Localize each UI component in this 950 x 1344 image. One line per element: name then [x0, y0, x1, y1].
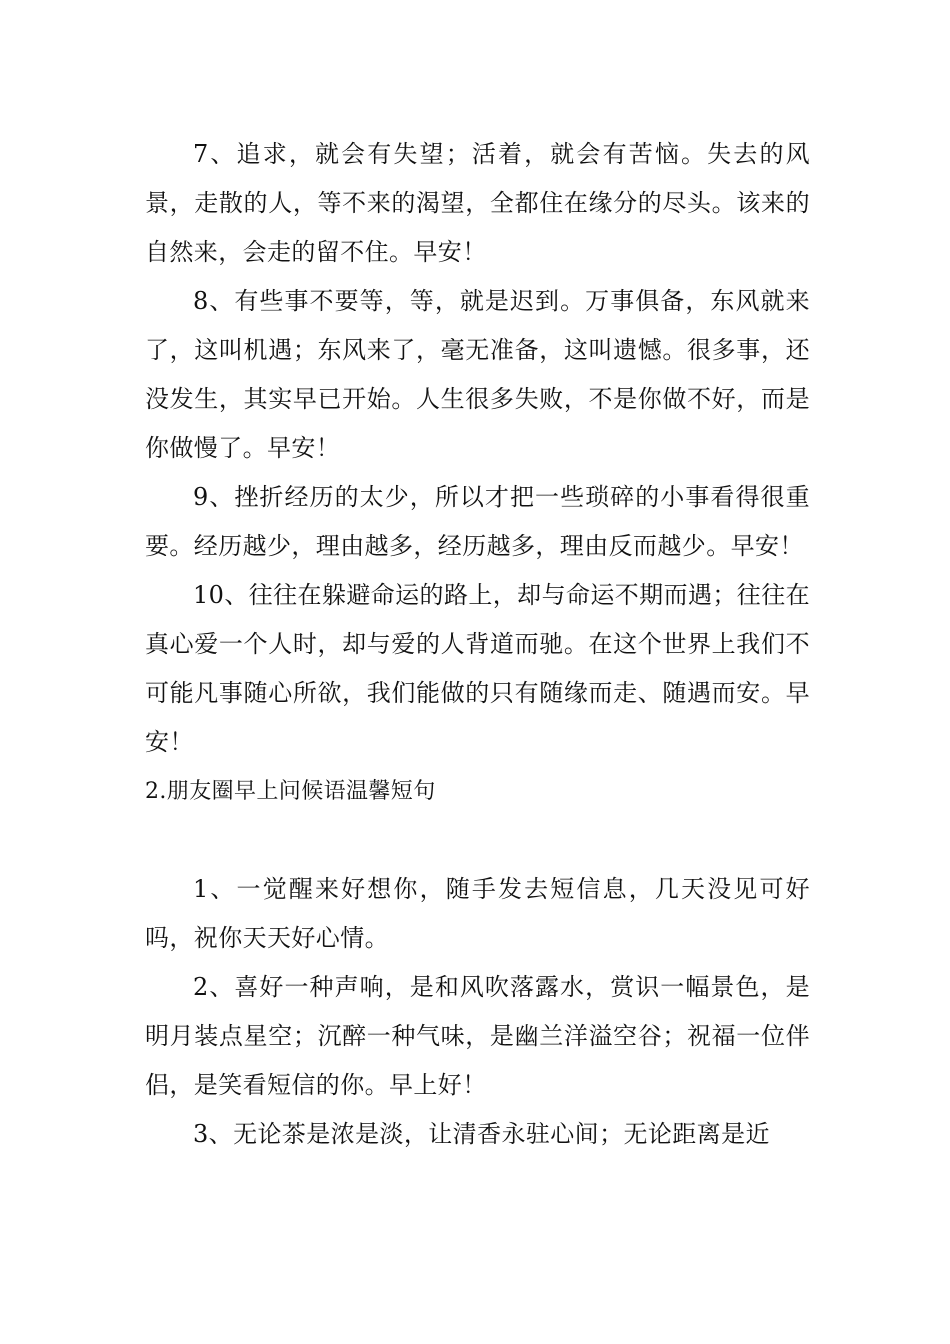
paragraph-item-9: 9、挫折经历的太少，所以才把一些琐碎的小事看得很重要。经历越少，理由越多，经历越多，理由反而越少。早安！ — [145, 483, 810, 560]
document-body — [145, 130, 810, 1159]
section-heading: 2.朋友圈早上问候语温馨短句 — [145, 779, 436, 804]
paragraph-item-8: 8、有些事不要等，等，就是迟到。万事俱备，东风就来了，这叫机遇；东风来了，毫无准备，这叫遗憾。很多事，还没发生，其实早已开始。人生很多失败，不是你做不好，而是你做慢了。早安！ — [145, 287, 810, 462]
paragraph-item-10: 10、往往在躲避命运的路上，却与命运不期而遇；往往在真心爱一个人时，却与爱的人背道而驰。在这个世界上我们不可能凡事随心所欲，我们能做的只有随缘而走、随遇而安。早安！ — [145, 581, 810, 756]
paragraph-item-1: 1、一觉醒来好想你，随手发去短信息，几天没见可好吗，祝你天天好心情。 — [145, 875, 810, 952]
paragraph-item-7: 7、追求，就会有失望；活着，就会有苦恼。失去的风景，走散的人，等不来的渴望，全都住在缘分的尽头。该来的自然来，会走的留不住。早安！ — [145, 140, 810, 266]
paragraph-item-3: 3、无论茶是浓是淡，让清香永驻心间；无论距离是近 — [193, 1120, 770, 1148]
paragraph-item-2: 2、喜好一种声响，是和风吹落露水，赏识一幅景色，是明月装点星空；沉醉一种气味，是幽兰洋溢空谷；祝福一位伴侣，是笑看短信的你。早上好！ — [145, 973, 810, 1099]
